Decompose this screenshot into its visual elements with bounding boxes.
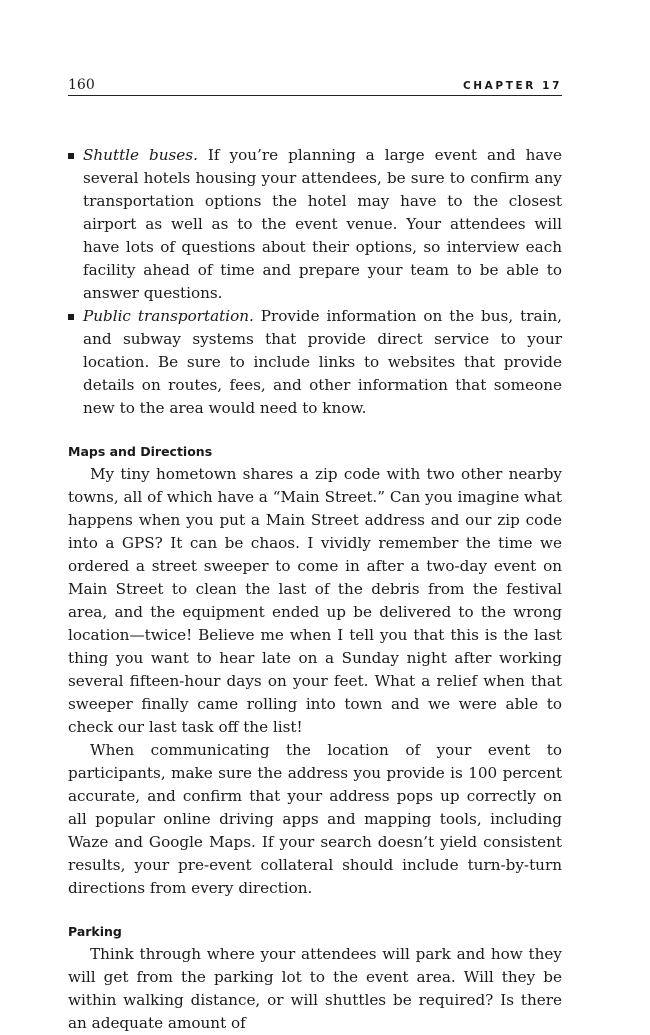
section-heading-parking: Parking: [68, 924, 122, 939]
section-heading-maps: Maps and Directions: [68, 444, 213, 459]
square-bullet-icon: [68, 153, 74, 159]
chapter-label: CHAPTER 17: [462, 80, 562, 92]
bullet-item-public-transportation: [68, 305, 562, 420]
body-paragraph: My tiny hometown shares a zip code with two other nearby towns, all of which have a “Main Street.” Can you imagine what happens when you put a Main Street address and our zip code into a GPS? It can be chaos. I vividly remember the time we ordered a street sweeper to come in after a two-day event on Main Street to clean the last of the debris from the festival area, and the equipment ended up be delivered to the wrong location—twice! Believe me when I tell you that this is the last thing you want to hear late on a Sunday night after working several fifteen-hour days on your feet. What a relief when that sweeper finally came rolling into town and we were able to check our last task off the list!: [68, 465, 562, 736]
bullet-term: Shuttle buses.: [83, 146, 198, 164]
bullet-term: Public transportation.: [83, 307, 254, 325]
bullet-list: [68, 144, 562, 420]
bullet-text: If you’re planning a large event and have several hotels housing your attendees, be sure to confirm any transportation options the hotel may have to the closest airport as well as to the event venue. Your attendees will have lots of questions about their options, so interview each facility ahead of time and prepare your team to be able to answer questions.: [83, 146, 562, 302]
bullet-text: Provide information on the bus, train, and subway systems that provide direct service to your location. Be sure to include links to websites that provide details on routes, fees, and other information that someone new to the area would need to know.: [83, 307, 562, 417]
body-paragraph: Think through where your attendees will park and how they will get from the parking lot to the event area. Will they be within walking distance, or will shuttles be required? Is there an adequate amount of: [68, 945, 562, 1032]
square-bullet-icon: [68, 314, 74, 320]
book-page: [68, 74, 562, 1035]
body-paragraph: When communicating the location of your event to participants, make sure the address you provide is 100 percent accurate, and confirm that your address pops up correctly on all popular online driving apps and mapping tools, including Waze and Google Maps. If your search doesn’t yield consistent results, your pre-event collateral should include turn-by-turn directions from every direction.: [68, 741, 562, 897]
page-number: 160: [68, 77, 95, 93]
bullet-item-shuttle-buses: [68, 144, 562, 305]
running-head: [68, 74, 562, 96]
